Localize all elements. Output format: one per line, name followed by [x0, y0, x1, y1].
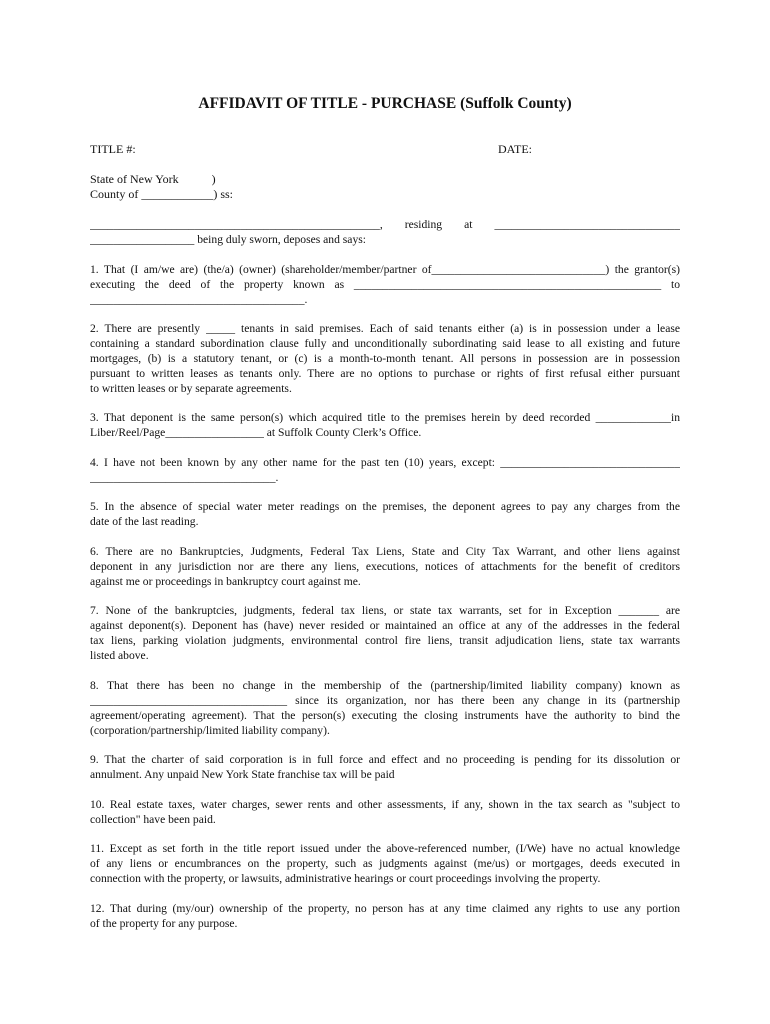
- paragraph-line: pursuant to written leases as tenants only. There are no options to purchase or rights of first refusal either pursuant: [90, 367, 680, 380]
- paragraph-line: deponent in any jurisdiction nor are there any liens, executions, notices of attachments for the benefit of creditors: [90, 560, 680, 573]
- paragraph-4: [90, 455, 680, 485]
- title-date-row: [90, 142, 680, 157]
- paragraph-line: to written leases or by separate agreements.: [90, 382, 292, 395]
- paragraph-line: (corporation/partnership/limited liability company).: [90, 724, 330, 737]
- paragraph-line: against deponent(s). Deponent has (have) never resided or maintained an office at any of the addresses in the federal: [90, 619, 680, 632]
- venue-state-line: State of New York ): [90, 172, 216, 186]
- venue-county-line: County of ____________) ss:: [90, 187, 234, 201]
- paragraph-line: 12. That during (my/our) ownership of the property, no person has at any time claimed any rights to use any portion: [90, 902, 680, 915]
- paragraph-7: [90, 603, 680, 663]
- paragraph-line: date of the last reading.: [90, 515, 199, 528]
- paragraph-2: [90, 321, 680, 396]
- paragraph-1: [90, 262, 680, 307]
- document-title: AFFIDAVIT OF TITLE - PURCHASE (Suffolk County): [198, 95, 572, 112]
- paragraph-11: [90, 841, 680, 886]
- paragraph-line: ________________________________.: [90, 471, 279, 484]
- paragraph-line: annulment. Any unpaid New York State franchise tax will be paid: [90, 768, 395, 781]
- paragraph-line: 10. Real estate taxes, water charges, sewer rents and other assessments, if any, shown in the tax search as "subject to: [90, 798, 680, 811]
- paragraph-line: of any liens or encumbrances on the property, such as judgments against (me/us) or mortgages, deeds executed in: [90, 857, 680, 870]
- paragraph-line: 3. That deponent is the same person(s) which acquired title to the premises herein by deed recorded _____________in: [90, 411, 680, 424]
- paragraph-line: mortgages, (b) is a statutory tenant, or (c) is a month-to-month tenant. All persons in possession are in possession: [90, 352, 680, 365]
- paragraph-6: [90, 544, 680, 589]
- paragraph-8: [90, 678, 680, 738]
- paragraph-3: [90, 410, 680, 440]
- paragraph-line: 11. Except as set forth in the title report issued under the above-referenced number, (I/We) have no actual knowledge: [90, 842, 680, 855]
- paragraph-12: [90, 901, 680, 931]
- paragraph-10: [90, 797, 680, 827]
- paragraph-line: of the property for any purpose.: [90, 917, 238, 930]
- paragraph-line: 6. There are no Bankruptcies, Judgments, Federal Tax Liens, State and City Tax Warrant, and other liens against: [90, 545, 680, 558]
- title-number-label: TITLE #:: [90, 142, 136, 156]
- paragraph-line: 4. I have not been known by any other name for the past ten (10) years, except: _______________________________: [90, 456, 680, 469]
- paragraph-line: containing a standard subordination clause fully and unconditionally subordinating said lease to all existing and future: [90, 337, 680, 350]
- venue-block: [90, 172, 233, 202]
- paragraph-line: collection" have been paid.: [90, 813, 216, 826]
- paragraph-line: against me or proceedings in bankruptcy court against me.: [90, 575, 361, 588]
- intro-paragraph: [90, 217, 680, 247]
- paragraph-line: 9. That the charter of said corporation is in full force and effect and no proceeding is pending for its dissolution or: [90, 753, 680, 766]
- intro-line: __________________________________________________, residing at ________________________________: [90, 218, 680, 231]
- paragraph-5: [90, 499, 680, 529]
- paragraph-line: 1. That (I am/we are) (the/a) (owner) (shareholder/member/partner of______________________________) the grantor(s): [90, 263, 680, 276]
- paragraph-line: __________________________________ since its organization, nor has there been any change in its (partnership: [90, 694, 680, 707]
- paragraph-line: connection with the property, or lawsuits, administrative hearings or court proceedings involving the property.: [90, 872, 601, 885]
- paragraph-line: 7. None of the bankruptcies, judgments, federal tax liens, or state tax warrants, set for in Exception _______ are: [90, 604, 680, 617]
- intro-line: __________________ being duly sworn, deposes and says:: [90, 233, 366, 246]
- paragraph-line: 5. In the absence of special water meter readings on the premises, the deponent agrees to pay any charges from the: [90, 500, 680, 513]
- paragraph-line: executing the deed of the property known as _____________________________________________________ to: [90, 278, 680, 291]
- paragraph-line: agreement/operating agreement). That the person(s) executing the closing instruments have the authority to bind the: [90, 709, 680, 722]
- date-label: DATE:: [498, 142, 532, 156]
- paragraph-line: 2. There are presently _____ tenants in said premises. Each of said tenants either (a) is in possession under a lease: [90, 322, 680, 335]
- paragraph-line: tax liens, parking violation judgments, environmental control fire liens, transit adjudication liens, state tax warrants: [90, 634, 680, 647]
- paragraph-line: Liber/Reel/Page_________________ at Suffolk County Clerk’s Office.: [90, 426, 422, 439]
- paragraph-line: _____________________________________.: [90, 293, 308, 306]
- paragraph-line: 8. That there has been no change in the membership of the (partnership/limited liability company) known as: [90, 679, 680, 692]
- paragraph-9: [90, 752, 680, 782]
- paragraph-line: listed above.: [90, 649, 149, 662]
